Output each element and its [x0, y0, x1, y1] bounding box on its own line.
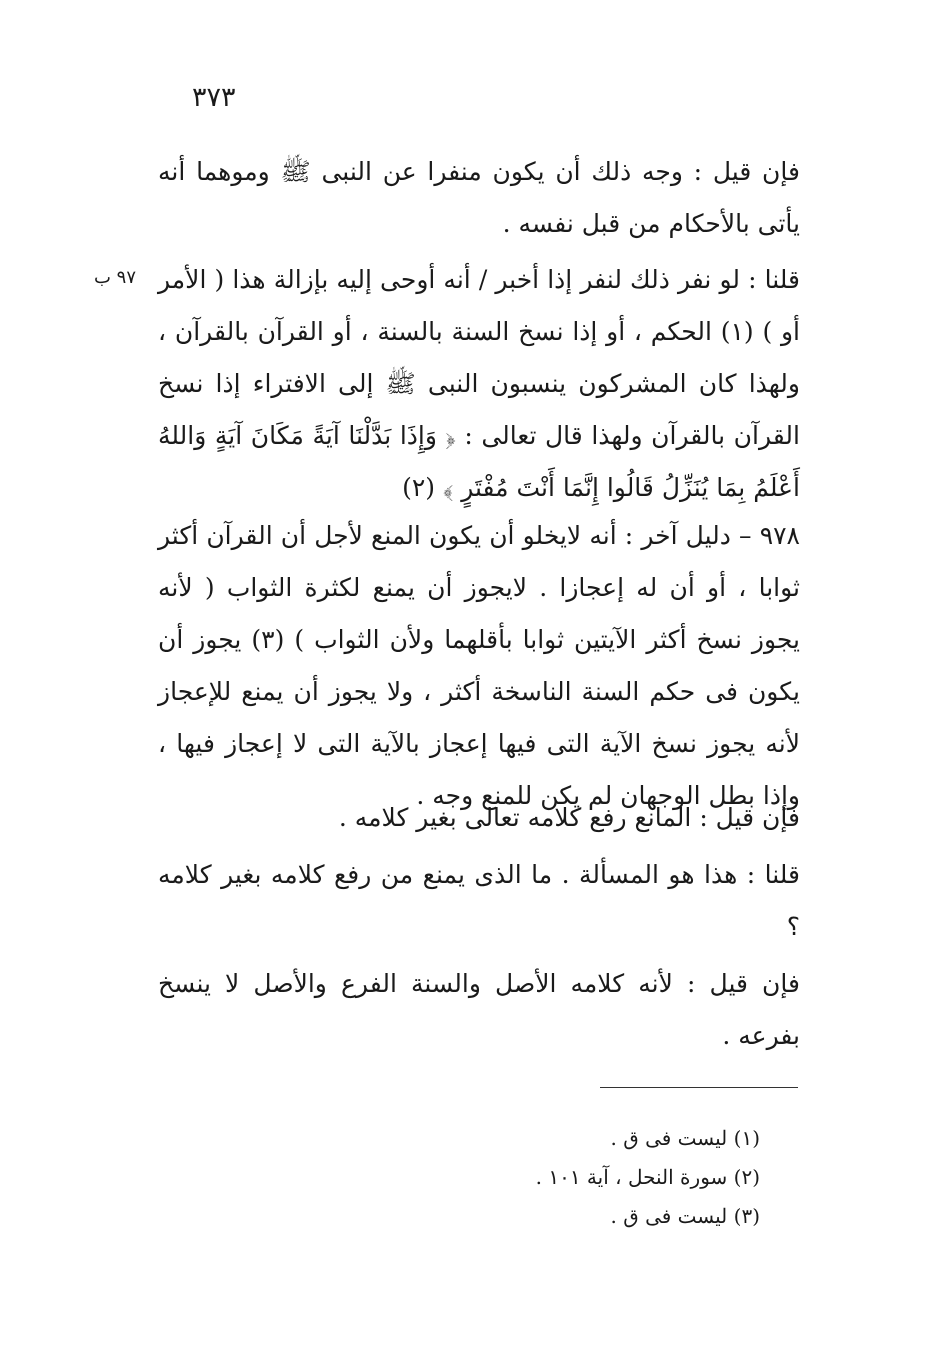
paragraph-objection-2: فإن قيل : المانع رفع كلامه تعالى بغير كلامه . — [338, 803, 800, 832]
footnote-2: (٢) سورة النحل ، آية ١٠١ . — [535, 1165, 760, 1189]
footnote-1: (١) ليست فى ق . — [610, 1126, 760, 1150]
paragraph-objection-3: فإن قيل : لأنه كلامه الأصل والسنة الفرع والأصل لا ينسخ بفرعه . — [158, 969, 800, 1050]
paragraph-objection-1: فإن قيل : وجه ذلك أن يكون منفرا عن النبى ﷺ وموهما أنه يأتى بالأحكام من قبل نفسه . — [158, 157, 800, 238]
paragraph-reply-1: قلنا : لو نفر ذلك لنفر إذا أخبر / أنه أوحى إليه بإزالة هذا ( الأمر أو ) (١) الحكم ، أو إذا نسخ السنة بالسنة ، أو القرآن بالقرآن ، ولهذا كان المشركون ينسبون النبى ﷺ إلى الافتراء إذا نسخ القرآن بالقرآن ولهذا قال تعالى : ﴿ وَإِذَا بَدَّلْنَا آيَةً مَكَانَ آيَةٍ وَاللهُ أَعْلَمُ بِمَا يُنَزِّلُ قَالُوا إِنَّمَا أَنْتَ مُفْتَرٍ ﴾ (٢) — [158, 265, 800, 502]
footnotes — [300, 1119, 760, 1236]
footnote-3: (٣) ليست فى ق . — [610, 1204, 760, 1228]
paragraph-reply-2: قلنا : هذا هو المسألة . ما الذى يمنع من رفع كلامه بغير كلامه ؟ — [158, 860, 800, 941]
paragraph-evidence-978: ٩٧٨ – دليل آخر : أنه لايخلو أن يكون المنع لأجل أن القرآن أكثر ثوابا ، أو أن له إعجازا . لايجوز أن يمنع لكثرة الثواب ( لأنه يجوز نسخ أكثر الآيتين ثوابا بأقلهما ولأن الثواب ) (٣) يجوز أن يكون فى حكم السنة الناسخة أكثر ، ولا يجوز أن يمنع للإعجاز لأنه يجوز نسخ الآية التى فيها إعجاز بالآية التى لا إعجاز فيها ، وإذا بطل الوجهان لم يكن للمنع وجه . — [158, 521, 800, 810]
footnote-divider — [600, 1087, 798, 1088]
page-number: ٣٧٣ — [192, 82, 236, 113]
manuscript-folio-marker: ٩٧ ب — [94, 267, 137, 288]
